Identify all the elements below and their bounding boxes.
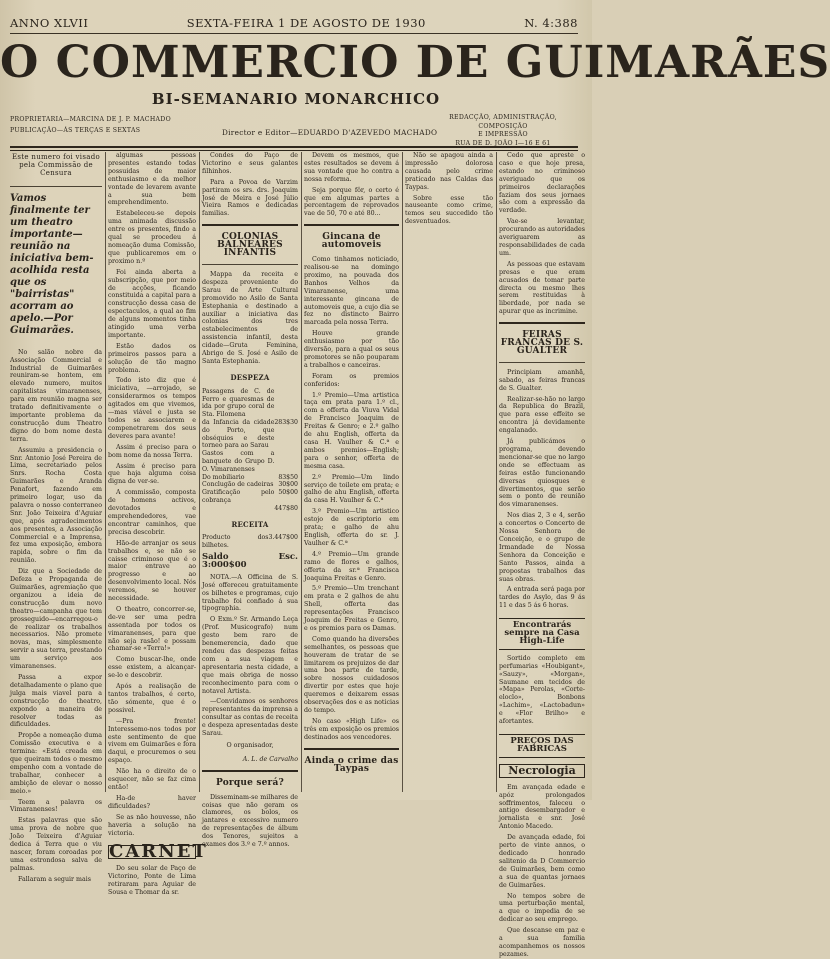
column-6	[499, 152, 585, 958]
article-paragraph: As pessoas que estavam presas e que eram acusados de tomar parte directa ou mesmo lhes serem restituidas à liberdade, por nada se apurar que as incrimine.	[499, 260, 585, 316]
table-row: da Infancia da cidade do Porto, que obséquios e deste torneo para ao Sarau 283$30	[202, 418, 298, 450]
publisher-info	[10, 114, 200, 136]
publication-line: PUBLICAÇÃO—ÁS TERÇAS E SEXTAS	[10, 127, 141, 134]
admin-line-3: RUA DE D. JOÃO I—16 E 61	[455, 139, 551, 147]
article-paragraph: A commissão, composta de homens activos, devotados e emprehendedores, vae encontrar caminhos, que precisa descobrir.	[108, 489, 196, 536]
article-paragraph: De avançada edade, foi perto de vinte annos, o dedicado honrado salitenio da D Commercio de Guimarães, bem como a sua de quantas jornaes de Guimarães.	[499, 834, 585, 889]
column-1	[10, 152, 102, 883]
article-paragraph: Houve grande enthusiasmo por tão diversão, para a qual os seus promotores se não pouparam a trabalhos e canceiras.	[304, 330, 399, 369]
article-paragraph: Foram os premios conferidos:	[304, 372, 399, 388]
article-paragraph: Seja porque fôr, o certo é que em algumas partes a percentagem de reprovados vae de 50, 70 e até 80...	[304, 186, 399, 218]
owner-line: PROPRIETARIA—MARCINA DE J. P. MACHADO	[10, 116, 171, 123]
article-paragraph: O Exm.º Sr. Armando Leça (Prof. Musicografo) num gesto bem raro de benemerencia, dado que rendeu das despezas feitas com a sua viagem e apresentaria nesta cidade, a que mais obriga de nosso reconhecimento para com o notavel Artista.	[202, 616, 298, 695]
article-paragraph: Como tinhamos noticiado, realisou-se na domingo proximo, na pouvada dos Banhos Velhos da Vimaranense, uma interessante gincana de automoveis que, a cujo dia se fez no distincto Bairro marcada pela nossa Terra.	[304, 256, 399, 327]
table-row: Gastos com a banquete do Grupo D. O. Vimaranenses	[202, 450, 275, 473]
article-paragraph: Hão-de arranjar os seus trabalhos e, se não se caisse criminoso que é o maior entrave ao progresso e ao desenvolvimento local. Nós veremos, se houver necessidade.	[108, 539, 196, 603]
admin-line-2: E IMPRESSÃO	[478, 131, 528, 138]
year-label: ANNO XLVII	[10, 16, 89, 30]
column-separator	[301, 152, 302, 792]
divider	[202, 264, 298, 265]
table-row: Producto dos bilhetes. 3.447$00	[202, 534, 298, 550]
article-paragraph: Nos dias 2, 3 e 4, serão a concertos o Concerto de Nossa Senhora de Conceição, e o grupo de Irmandade de Nossa Senhora da Conceição e Santo Passos, ainda a propostas trabalhos das suas obras.	[499, 512, 585, 583]
ad-paragraph: Sortido completo em perfumarias «Houbigant», «Sauzy», «Morgan», Saumane em tecidos de «Mapa» Perolas, «Corte-eloclo», Bonbons «Lachim», «Lactobadun» e «Flor Brilho» e afortantes.	[499, 654, 585, 726]
article-paragraph: Já publicámos o programa, devendo mencionar-se que no largo onde se effectuam as feiras estão funcionando diversas quiosques e divertimentos, que serão sem o ponto de reunião dos vimaranenses.	[499, 438, 585, 509]
feiras-heading: FEIRAS FRANCAS DE S. GUALTER	[500, 330, 584, 356]
signature: A. L. de Carvalho	[242, 755, 298, 763]
article-paragraph: Que descanse em paz e a sua familia acompanhemos os nossos pezames.	[499, 927, 585, 958]
table-row: Conclugão de cadeiras 30$00	[202, 481, 298, 489]
table-row: Passagens de C. de Ferro e quaresmas de ida por grupo coral de Sta. Filomena	[202, 387, 275, 419]
article-paragraph: —Pra frente! Interessemo-nos todos por este sentimento de que vivem em Guimarães e fora daqui, e procuremos o seu espaço.	[108, 717, 196, 765]
porque-sera-heading: Porque será?	[215, 777, 284, 788]
column-separator	[199, 152, 200, 792]
article-paragraph: Assim é preciso para o bom nome da nossa Terra.	[108, 443, 196, 459]
article-paragraph: Mappa da receita e despeza proveniente do Sarau de Arte Cultural promovido no Asilo de Santa Estephania e destinado a auxiliar a iniciativa das colonias dos tres estabelecimentos de assistencia infantil, desta cidade—Gruta Feminina, Abrigo de S. José e Asilo de Santa Estephania.	[202, 270, 298, 365]
article-paragraph: Assim é preciso para que haja alguma coisa digna de ver-se.	[108, 462, 196, 486]
article-paragraph: Cedo que apreste o caso e que hoje presa, estando no criminoso averiguado que os primeiros declarações faziam dos seus jornaes são com a expressão da verdade.	[499, 152, 585, 215]
table-row: Do mobiliario 83$50	[202, 473, 298, 481]
article-paragraph: Disseminam-se milhares de coisas que não geram os clamores, os bolos, os jantares e excessivo numero de representações de álbum dos Tenores, sujeitos a exames dos 3.º e 7.º annos.	[202, 793, 298, 849]
column-2	[108, 152, 208, 897]
article-paragraph: Assumiu a presidencia o Snr. Antonio José Pereira de Lima, secretariado pelos Snrs. Rocha Costa Guimarães e Aranda Penafort, fazendo em primeiro logar, uso da palavra o nosso conterraneo Snr. João Teixeira d'Aguiar que, após agradecimentos aos presentes, a Associação Commercial e a Imprensa, fez uma exposição, embora rapida, sobre o fim da reunião.	[10, 446, 102, 565]
receita-heading: RECEITA	[231, 519, 269, 529]
article-paragraph: Estabeleceu-se depois uma animada discussão entre os presentes, findo a qual se procedeu á nomeação duma Comissão, que publicaremos em o proximo n.º	[108, 210, 196, 265]
article-paragraph: NOTA.—A Officina de S. José offereceu gratuitamente os bilhetes e programas, cujo trabalho foi confiado á sua tipographia.	[202, 573, 298, 613]
despeza-table	[202, 388, 298, 513]
article-paragraph: Foi ainda aberta a subscripção, que por meio de acções, ficando constituida a capital para a construcção dessa casa de espectaculos, a qual ao fim de alguns momentos tinha atingido uma verba importante.	[108, 268, 196, 339]
column-separator	[496, 152, 497, 792]
masthead-subtitle: BI-SEMANARIO MONARCHICO	[151, 90, 441, 108]
article-paragraph: Em avançada edade e apóz prolongados soffrimentos, faleceu o antigo desembargador e jornalista e snr. José Antonio Macedo.	[499, 783, 585, 831]
admin-info	[428, 114, 578, 148]
saldo-line: Saldo Esc. 3:000$00	[202, 552, 298, 570]
masthead-title: O COMMERCIO DE GUIMARÃES	[0, 37, 830, 88]
article-paragraph: Condes do Paço de Victorino e seus galantes filhinhos.	[202, 152, 298, 175]
article-paragraph: Estas palavras que são uma prova de nobre que João Teixeira d'Aguiar dedica á Terra que o viu nascer, foram coroadas por uma estrondosa salva de palmas.	[10, 817, 102, 872]
divider	[10, 186, 102, 187]
article-paragraph: No tempos sobre de uma perturbação mental, a que o impedia de se dedicar ao seu emprego.	[499, 892, 585, 924]
article-paragraph: Para a Povoa de Varzim partiram os srs. drs. Joaquim José de Meira e José Júlio Vieira Ramos e dedicadas familias.	[202, 178, 298, 218]
article-paragraph: Diz que a Sociedade de Defeza e Propaganda de Guimarães, agremiação que organizou a ideia de construcção dum novo theatro—campanha que tem prosseguido—encarregou-o de realizar os trabalhos necessarios. Não promete novas, mas, simplesmente servir a sua terra, prestando um serviço aos vimaranenses.	[10, 568, 102, 671]
article-paragraph: Fallaram a seguir mais	[18, 875, 92, 883]
theatre-headline: Vamos finalmente ter um theatro importante—reunião na iniciativa bem-acolhida resta que os "bairristas" acorram ao apelo.—Por Guimarães.	[10, 192, 94, 336]
article-paragraph: No caso «High Life» os três em exposição os premios destinados aos vencedores.	[304, 717, 399, 741]
divider	[499, 322, 585, 324]
column-4	[304, 152, 399, 792]
article-paragraph: Como quando ha diversões semelhantes, os pessoas que houveram de tratar de se limitarem os prejuizos de dar uma boa parte de tarde, sobre nossos cuidadosos divertir por estes que hoje queremos e deixarem essas observações dos e as noticias do tempo.	[304, 635, 399, 714]
article-paragraph: 3.º Premio—Um artistico estojo de escriptorio em prata; e galho de ahu English, offerta do sr. J. Vaulher & C.ª	[304, 508, 399, 547]
article-paragraph: algumas pessoas presentes estando todas possuidas de maior enthusiasmo e da melhor vontade de levarem avante a sua bem emprehendimento.	[108, 152, 196, 207]
article-paragraph: Como buscar-lhe, onde esse existem, a alcançar-se-lo e descobrir.	[108, 656, 196, 680]
article-paragraph: 4.º Premio—Um grande ramo de flores e galhos, offerta da sr.ª Francisca Joaquina Freitas e Genro.	[304, 550, 399, 582]
article-paragraph: Ha-de haver dificuldades?	[108, 794, 196, 810]
table-total-row: 447$80	[274, 504, 298, 512]
article-paragraph: Passa a expor detalhadamente o plano que julga mais viavel para a construcção do theatro, expondo a maneira de resolver todas as dificuldades.	[10, 673, 102, 729]
signature-label: O organisador,	[226, 741, 274, 749]
divider	[202, 224, 298, 226]
article-paragraph: Vae-se levantar, procurando as autoridades averiguarem as responsabilidades de cada um.	[499, 218, 585, 257]
article-paragraph: Não se apagou ainda a impressão dolorosa causada pelo crime praticado nas Caldas das Taypas.	[405, 152, 493, 191]
divider	[304, 748, 399, 750]
article-paragraph: Todo isto diz que é iniciativa, —arrojado, se considerarmos os tempos agitados em que vivemos,—mas viável e justa se todos se associarem e compenetrarem dos seus deveres para avante!	[108, 377, 196, 440]
article-paragraph: Realizar-se-hão no largo da Republica do Brazil, que para esse effeito se encontra já devidamente engalanado.	[499, 395, 585, 435]
high-life-ad-heading: Encontrarás sempre na Casa High-Life	[499, 618, 585, 650]
colonias-heading: COLONIAS BALNEARES INFANTIS	[217, 232, 283, 259]
dateline	[10, 10, 578, 34]
director-line: Director e Editor—EDUARDO D'AZEVEDO MACHADO	[222, 128, 438, 137]
article-paragraph: Estão dados os primeiros passos para a solução de tão magno problema.	[108, 342, 196, 374]
column-5	[405, 152, 493, 792]
article-paragraph: Após a realisação de tantos trabalhos, é certo, tão sómente, que é o possivel.	[108, 683, 196, 714]
article-paragraph: Do seu solar de Paço de Victorino, Ponte de Lima retiraram para Aguiar de Sousa e Thomar da sr.	[108, 865, 196, 897]
divider	[202, 770, 298, 772]
issue-number: N. 4:388	[524, 16, 578, 30]
despeza-heading: DESPEZA	[230, 372, 270, 382]
column-separator	[105, 152, 106, 792]
article-paragraph: —Convidamos os senhores representantes da imprensa a consultar as contas de receita e despeza apresentadas deste Sarau.	[202, 698, 298, 738]
masthead-rule	[10, 146, 578, 151]
article-paragraph: 2.º Premio—Um lindo serviço de toilete em prata; e galho de ahu English, offerta da casa H. Vaulher & C.ª	[304, 473, 399, 505]
article-paragraph: A entrada será paga por tardes do Asylo, das 9 ás 11 e das 5 ás 6 horas.	[499, 586, 585, 610]
article-paragraph: Propõe a nomeação duma Comissão executiva e a termina: «Está creada em que queiram todos o mesmo empenho com a vontade de trabalhar, conhecer a ambição de elevar o nosso meio.»	[10, 732, 102, 795]
receita-table	[202, 534, 298, 550]
article-paragraph: Devem os mesmos, que estes resultados se devem á sua vontade que ho contra a nossa reforma.	[304, 152, 399, 183]
article-paragraph: Não ha o direito de o esquecer, não se faz cima então!	[108, 768, 196, 791]
crime-taypas-heading: Ainda o crime das Taypas	[304, 755, 399, 774]
necrologia-heading: Necrologia	[499, 764, 585, 778]
table-row: Gratificação pelo cobrança 50$00	[202, 489, 298, 504]
article-paragraph: Se as não houvesse, não haveria a solução na victoria.	[108, 813, 196, 837]
divider	[499, 362, 585, 363]
article-paragraph: Principiam amanhã, sabado, as feiras francas de S. Gualter.	[499, 368, 585, 392]
censorship-notice: Este numero foi visado pela Commissão de Censura	[12, 153, 100, 177]
gincana-heading: Gincana de automoveis	[321, 232, 382, 251]
precos-heading: PREÇOS DAS FABRICAS	[499, 734, 585, 758]
article-paragraph: No salão nobre da Associação Commercial e Industrial de Guimarães reuniram-se hontem, em elevado numero, muitos capitalistas vimaranenses, para em reunião magna ser tratado definitivamente o importante problema da construcção dum Theatro digno do bom nome desta terra.	[10, 348, 102, 443]
article-paragraph: Teem a palavra os Vimaranenses!	[10, 798, 102, 814]
admin-line-1: REDACÇÃO, ADMINISTRAÇÃO, COMPOSIÇÃO	[449, 114, 557, 130]
article-paragraph: Sobre esse tão nauseante como crime, temos seu succedido tão desventuados.	[405, 194, 493, 226]
issue-date: SEXTA-FEIRA 1 DE AGOSTO DE 1930	[186, 16, 426, 30]
article-paragraph: O theatro, concorrer-se, de-ve ser uma pedra assentada por todos os vimaranenses, para que não seja rasão! e possam chamar-se «Terra!»	[108, 605, 196, 653]
article-paragraph: 1.º Premio—Uma artistica taça em prata para 1.º cl., com a offerta da Viuva Vidal de Francisco Joaquim de Freitas & Genro; e 2.º galho de ahu English, offerta da casa H. Vaulher & C.ª e ambos premios—English; para o senhor, offerta de mesma casa.	[304, 391, 399, 470]
column-3	[202, 152, 298, 849]
divider	[304, 224, 399, 226]
carnet-heading: CARNET	[109, 841, 208, 863]
column-separator	[402, 152, 403, 792]
article-paragraph: 5.º Premio—Um trenchant em prata e 2 galhos de ahu Shell, offerta das representações Francisco Joaquim de Freitas e Genro, e os premios para os Damas.	[304, 585, 399, 632]
